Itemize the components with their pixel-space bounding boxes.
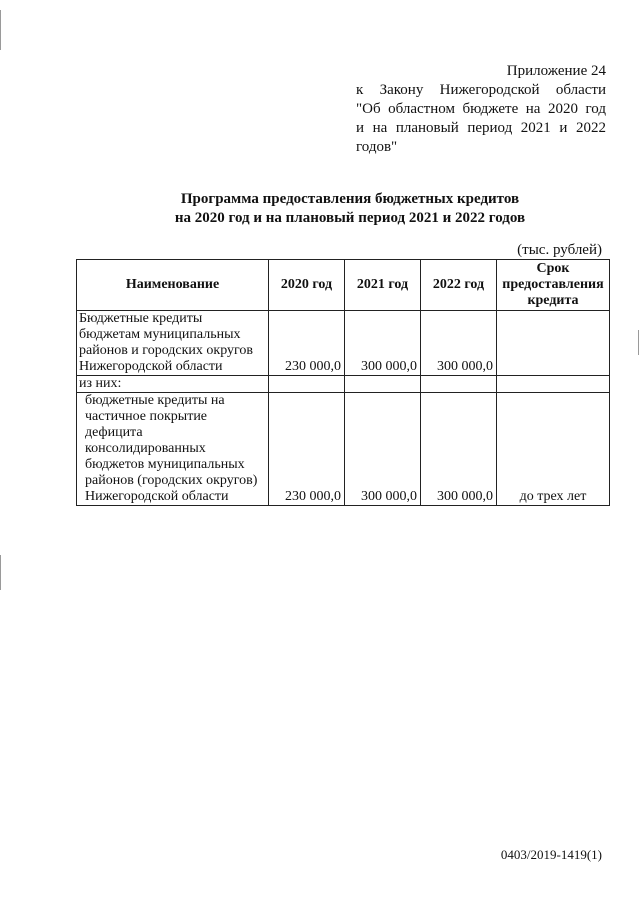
table-header-row (77, 260, 610, 311)
document-number: 0403/2019-1419(1) (500, 847, 602, 862)
title-line-2: на 2020 год и на плановый период 2021 и 2022 годов (174, 210, 526, 226)
appendix-law-title-line: "Об областном бюджете на 2020 год (356, 101, 606, 117)
scan-edge-mark-top (0, 10, 1, 50)
row-2020: 230 000,0 (269, 393, 345, 506)
row-2022: 300 000,0 (421, 393, 497, 506)
table-row (77, 393, 610, 506)
row-2021: 300 000,0 (345, 393, 421, 506)
row-2022: 300 000,0 (421, 311, 497, 376)
header-2020: 2020 год (269, 260, 345, 311)
appendix-number: Приложение 24 (506, 63, 606, 79)
header-2022: 2022 год (421, 260, 497, 311)
row-name: Бюджетные кредиты бюджетам муниципальных районов и городских округов Нижегородской области (77, 311, 269, 376)
page-title (100, 190, 600, 228)
scan-edge-mark-mid (0, 555, 1, 590)
row-2021: 300 000,0 (345, 311, 421, 376)
header-term: Срок предоставления кредита (497, 260, 610, 311)
appendix-period-line: и на плановый период 2021 и 2022 (356, 120, 606, 136)
appendix-last-line: годов" (356, 139, 398, 155)
row-name: из них: (77, 376, 269, 393)
header-2021: 2021 год (345, 260, 421, 311)
table-row (77, 376, 610, 393)
title-line-1: Программа предоставления бюджетных кредитов (180, 191, 520, 207)
row-term (497, 376, 610, 393)
row-name: бюджетные кредиты на частичное покрытие дефицита консолидированных бюджетов муниципальных районов (городских округов) Нижегородской области (77, 393, 269, 506)
row-2022 (421, 376, 497, 393)
row-2020 (269, 376, 345, 393)
budget-credits-table (76, 259, 610, 506)
scan-edge-mark-right (638, 330, 639, 355)
header-name: Наименование (77, 260, 269, 311)
row-2021 (345, 376, 421, 393)
table-row (77, 311, 610, 376)
row-2020: 230 000,0 (269, 311, 345, 376)
appendix-law-line: к Закону Нижегородской области (356, 82, 606, 98)
units-label: (тыс. рублей) (517, 242, 602, 258)
row-term (497, 311, 610, 376)
appendix-header (356, 62, 606, 157)
row-term: до трех лет (497, 393, 610, 506)
